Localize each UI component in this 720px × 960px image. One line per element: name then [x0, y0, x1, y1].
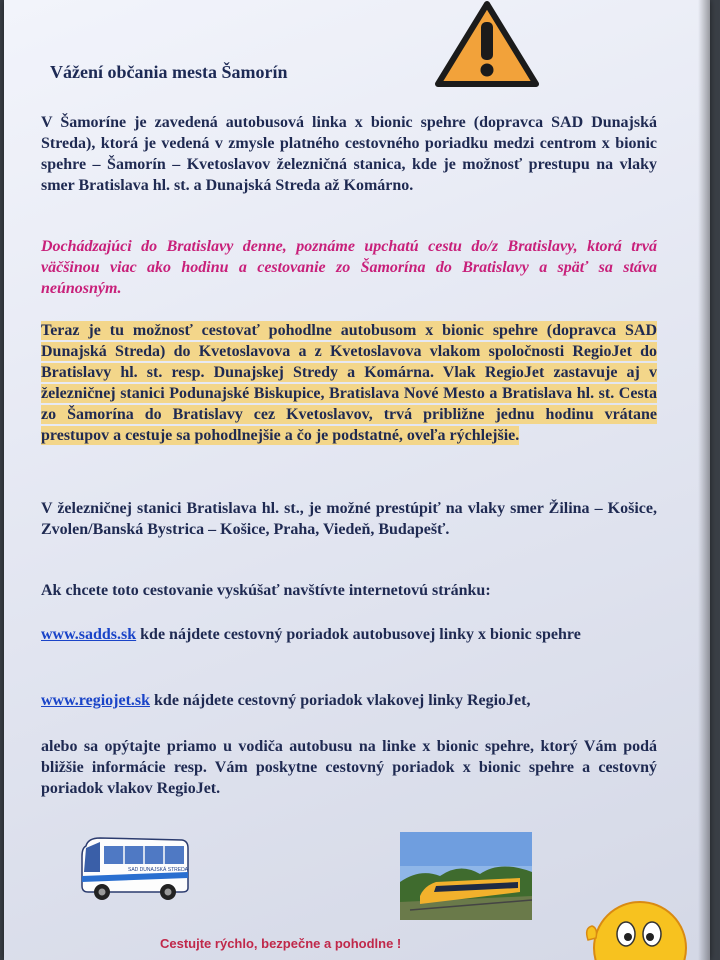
smiley-icon	[574, 890, 694, 960]
flyer-sheet	[4, 0, 710, 960]
paragraph-visit-website: Ak chcete toto cestovanie vyskúšať navštívte internetovú stránku:	[41, 582, 491, 599]
sadds-link[interactable]: www.sadds.sk	[41, 626, 137, 643]
sadds-description: kde nájdete cestovný poriadok autobusovej linky x bionic spehre	[136, 626, 581, 643]
train-image	[400, 832, 532, 920]
warning-icon	[434, 0, 540, 88]
regiojet-description: kde nájdete cestovný poriadok vlakovej linky RegioJet,	[150, 692, 531, 709]
slogan: Cestujte rýchlo, bezpečne a pohodlne !	[160, 936, 402, 951]
regiojet-link[interactable]: www.regiojet.sk	[41, 692, 151, 709]
paragraph-commuters: Dochádzajúci do Bratislavy denne, poznáme upchatú cestu do/z Bratislavy, ktorá trvá väčšinou viac ako hodinu a cestovanie zo Šamorína do Bratislavy a späť sa stáva neúnosným.	[41, 238, 657, 297]
page-edge-shadow	[698, 0, 710, 960]
paragraph-connections: V železničnej stanici Bratislava hl. st., je možné prestúpiť na vlaky smer Žilina – Košice, Zvolen/Banská Bystrica – Košice, Praha, Viedeň, Budapešť.	[41, 500, 657, 538]
paragraph-highlighted	[41, 320, 657, 446]
highlighted-text: Teraz je tu možnosť cestovať pohodlne autobusom x bionic spehre (dopravca SAD Dunajská Streda) do Kvetoslavova a z Kvetoslavova vlakom spoločnosti RegioJet do Bratislavy hl. st. resp. Dunajskej Stredy a Komárna. Vlak RegioJet zastavuje aj v železničnej stanici Podunajské Biskupice, Bratislava Nové Mesto a Bratislava hl. st. Cesta zo Šamorína do Bratislavy cez Kvetoslavov, trvá približne jednu hodinu vrátane prestupov a cestuje sa pohodlnejšie a čo je podstatné, oveľa rýchlejšie.	[41, 322, 657, 444]
paragraph-bus-line: V Šamoríne je zavedená autobusová linka x bionic spehre (dopravca SAD Dunajská Streda), ktorá je vedená v zmysle platného cestovného poriadku medzi centrom x bionic spehre – Šamorín – Kvetoslavov železničná stanica, kde je možnosť prestupu na vlaky smer Bratislava hl. st. a Dunajská Streda až Komárno.	[41, 114, 657, 194]
bus-image	[78, 832, 192, 902]
bus-logo-text: SAD DUNAJSKÁ STREDA	[128, 867, 189, 873]
page-title: Vážení občania mesta Šamorín	[50, 62, 288, 82]
paragraph-sadds	[41, 624, 657, 645]
paragraph-regiojet	[41, 690, 657, 711]
paragraph-ask-driver: alebo sa opýtajte priamo u vodiča autobusu na linke x bionic spehre, ktorý Vám podá bližšie informácie resp. Vám poskytne cestovný poriadok x bionic spehre a cestovný poriadok vlakov RegioJet.	[41, 738, 657, 797]
